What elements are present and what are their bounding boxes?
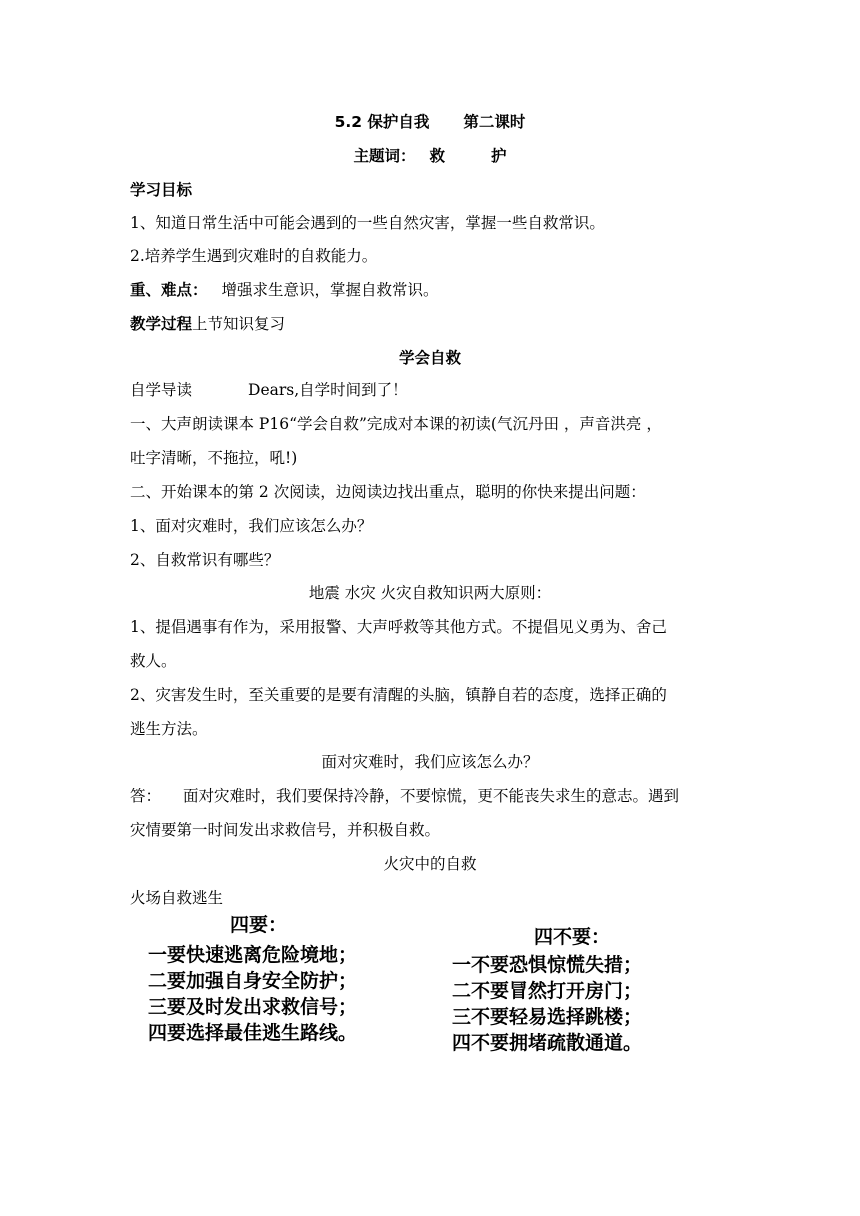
- answer-line-1: [130, 786, 740, 806]
- four-dos-item-1: 一要快速逃离危险境地；: [148, 944, 358, 966]
- four-dos-item-4: 四要选择最佳逃生路线。: [148, 1022, 358, 1044]
- question-2: 2、自救常识有哪些？: [130, 551, 280, 569]
- self-study-label: 自学导读: [130, 381, 193, 399]
- objective-item-1: 1、知道日常生活中可能会遇到的一些自然灾害，掌握一些自救常识。: [130, 214, 605, 232]
- question-1: 1、面对灾难时，我们应该怎么办？: [130, 517, 373, 535]
- self-study-text: Dears,自学时间到了！: [248, 381, 408, 399]
- process-label: 教学过程: [130, 315, 193, 333]
- key-points: [130, 280, 740, 300]
- four-dos-item-3: 三要及时发出求救信号；: [148, 996, 358, 1018]
- objective-item-2: 2.培养学生遇到灾难时的自救能力。: [130, 247, 378, 265]
- fire-escape-label: 火场自救逃生: [130, 889, 224, 907]
- teaching-process: [130, 314, 740, 334]
- question-title: 面对灾难时，我们应该怎么办？: [321, 753, 539, 771]
- objectives-heading: 学习目标: [130, 181, 193, 199]
- principle-line-4: 逃生方法。: [130, 720, 208, 738]
- principle-line-1: 1、提倡遇事有作为，采用报警、大声呼救等其他方式。不提倡见义勇为、舍己: [130, 618, 667, 636]
- four-donts-item-3: 三不要轻易选择跳楼；: [452, 1006, 643, 1028]
- step-line-3: 二、开始课本的第 2 次阅读，边阅读边找出重点，聪明的你快来提出问题：: [130, 483, 646, 501]
- theme-words: [130, 146, 730, 166]
- lesson-period: 第二课时: [463, 113, 526, 131]
- four-dos-heading: 四要：: [230, 914, 288, 936]
- theme-label: 主题词：: [353, 147, 416, 165]
- lesson-title: [130, 112, 730, 132]
- lesson-title-main: 5.2 保护自我: [334, 113, 430, 131]
- principles-title: 地震 水灾 火灾自救知识两大原则：: [308, 584, 552, 602]
- principle-line-3: 2、灾害发生时，至关重要的是要有清醒的头脑，镇静自若的态度，选择正确的: [130, 686, 667, 704]
- four-dos-item-2: 二要加强自身安全防护；: [148, 970, 358, 992]
- process-text: 上节知识复习: [192, 315, 286, 333]
- step-line-2: 吐字清晰，不拖拉，吼!): [130, 449, 298, 467]
- four-donts-item-1: 一不要恐惧惊慌失措；: [452, 954, 643, 976]
- four-donts-heading: 四不要：: [534, 926, 611, 948]
- answer-line-2: 灾情要第一时间发出求救信号，并积极自救。: [130, 821, 441, 839]
- four-donts-item-4: 四不要拥堵疏散通道。: [452, 1032, 643, 1054]
- answer-text-1: 面对灾难时，我们要保持冷静，不要惊慌，更不能丧失求生的意志。遇到: [183, 787, 680, 805]
- four-donts-item-2: 二不要冒然打开房门；: [452, 980, 643, 1002]
- step-line-1: 一、大声朗读课本 P16“学会自救”完成对本课的初读(气沉丹田 ，声音洪亮 ，: [130, 415, 662, 433]
- section-title-self-rescue: 学会自救: [398, 349, 461, 367]
- theme-word-2: 护: [491, 147, 507, 165]
- answer-label: 答：: [130, 787, 162, 805]
- principle-line-2: 救人。: [130, 652, 177, 670]
- self-study-line: [130, 380, 740, 400]
- theme-word-1: 救: [429, 147, 445, 165]
- key-points-label: 重、难点：: [130, 281, 208, 299]
- fire-section-title: 火灾中的自救: [383, 855, 477, 873]
- key-points-text: 增强求生意识，掌握自救常识。: [221, 281, 439, 299]
